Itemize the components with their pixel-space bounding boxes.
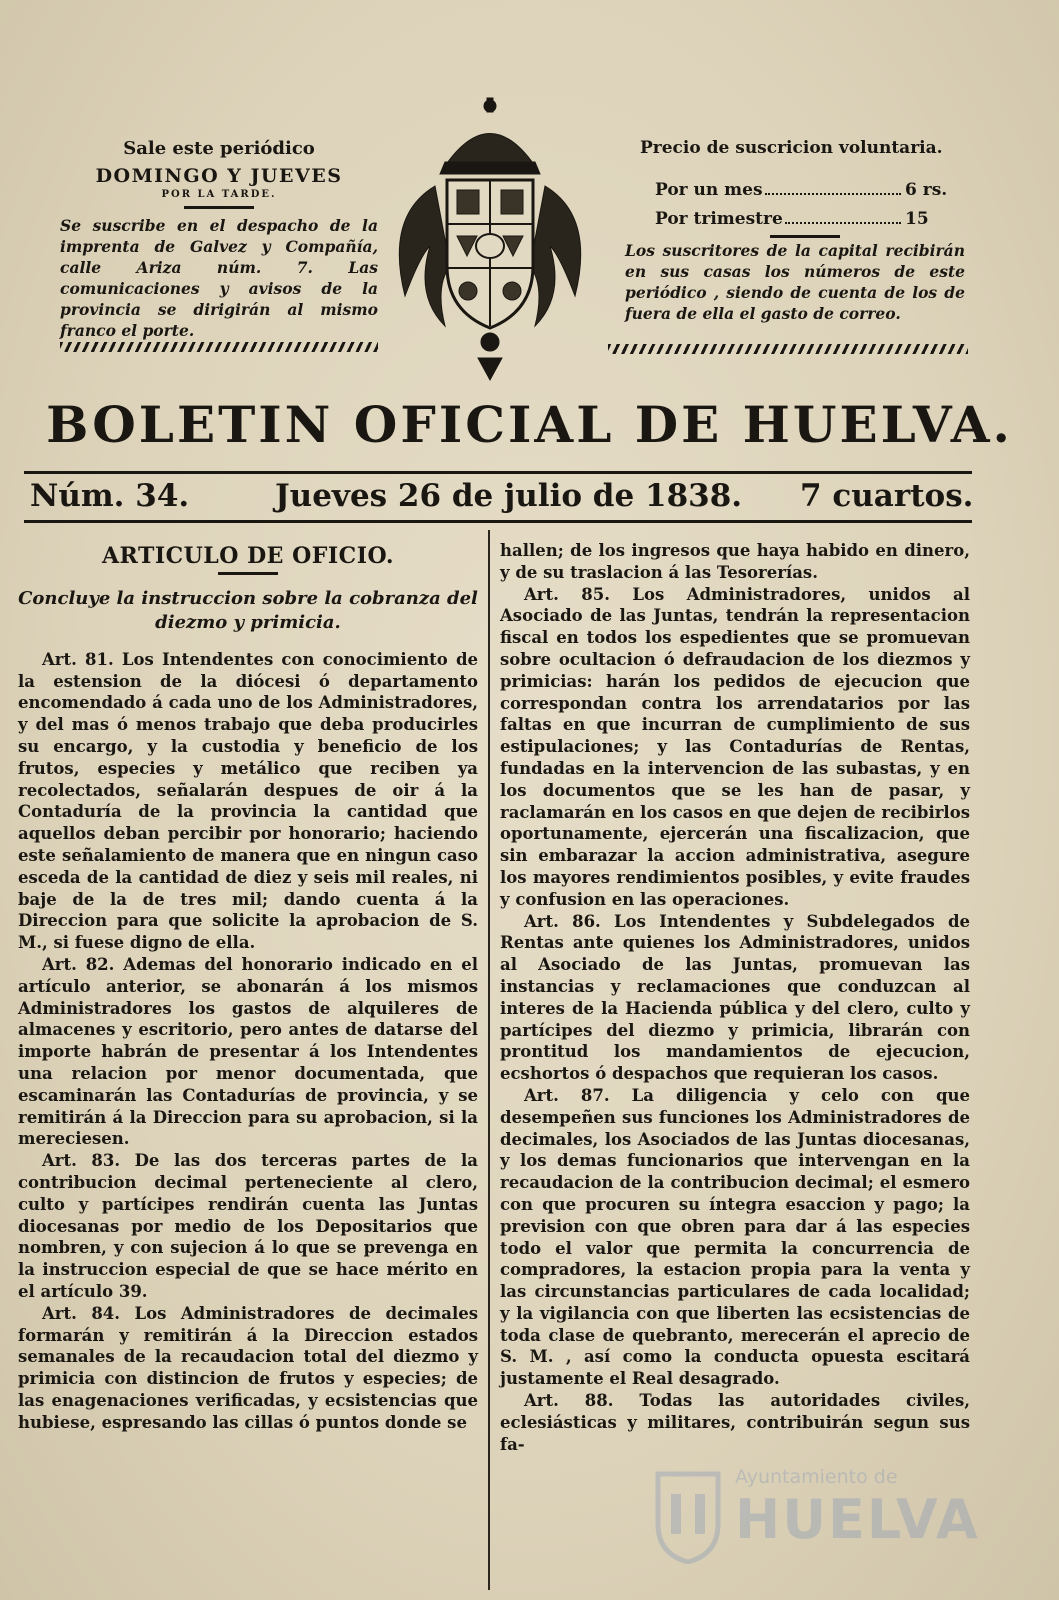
header-left-block <box>60 138 378 341</box>
article-label: Art. 82. <box>42 954 115 974</box>
article-label: Art. 88. <box>524 1391 614 1411</box>
article-paragraph <box>500 584 970 911</box>
watermark-city: HUELVA <box>735 1488 980 1551</box>
publication-schedule-intro: Sale este periódico <box>123 138 315 159</box>
article-paragraph <box>18 649 478 954</box>
article-text: La diligencia y celo con que desempeñen sus funciones los Administradores de decimales, los Asociados de las Juntas diocesanas, y los demas funcionarios que intervengan en la recaudacion de la contribucion decimal; el esmero con que procuren su íntegra esaccion y pago; la prevision con que obren para dar á las especies todo el valor que permita la concurrencia de compradores, la estacion propia para la venta y las circunstancias particulares de cada localidad; y la vigilancia con que liberten las ecsistencias de toda clase de quebranto, merecerán el aprecio de S. M. , así como la conducta opuesta escitará justamente el Real desagrado. <box>500 1085 970 1389</box>
article-subtitle: Concluye la instruccion sobre la cobranza del diezmo y primicia. <box>18 587 478 633</box>
price-row-month <box>625 180 965 200</box>
left-column <box>18 538 478 1433</box>
article-paragraph <box>500 911 970 1085</box>
continued-text: hallen; de los ingresos que haya habido en dinero, y de su traslacion á las Tesorerías. <box>500 541 970 582</box>
article-label: Art. 85. <box>524 584 610 604</box>
article-label: Art. 87. <box>524 1085 610 1105</box>
article-label: Art. 86. <box>524 911 601 931</box>
article-text: Ademas del honorario indicado en el artículo anterior, se abonarán á los mismos Administradores los gastos de alquileres de almacenes y escritorio, pero antes de datarse del importe habrán de presentar á los Intendentes una relacion por menor documentada, que escaminarán las Contadurías de provincia, y se remitirán á la Direccion para su aprobacion, si la mereciesen. <box>18 954 479 1149</box>
divider <box>770 235 840 238</box>
crest-icon <box>375 96 605 382</box>
price-title: Precio de suscricion voluntaria. <box>640 138 943 158</box>
article-paragraph <box>500 1390 970 1455</box>
city-shield-icon <box>653 1464 723 1564</box>
watermark-caption: Ayuntamiento de <box>735 1466 898 1488</box>
article-text: Los Administradores, unidos al Asociado de las Juntas, tendrán la representacion fiscal en todos los espedientes que se promuevan sobre ocultacion ó defraudacion de los diezmos y primicias: harán los pedidos de ejecucion que correspondan contra los arrendatarios por las faltas en que incurran de cumplimiento de sus estipulaciones; y las Contadurías de Rentas, fundadas en la intervencion de las subastas, y en los documentos que se les han de pasar, y raclamarán en los casos en que dejen de recibirlos oportunamente, ejercerán una fiscalizacion, que sin embarazar la accion administrativa, asegure los mayores rendimientos posibles, y evite fraudes y confusion en las operaciones. <box>500 584 970 909</box>
dot-leader <box>785 209 901 224</box>
article-label: Art. 81. <box>42 649 114 669</box>
subscription-note: Se suscribe en el despacho de la imprenta de Galvez y Compañía, calle Ariza núm. 7. Las comunicaciones y avisos de la provincia se dirigirán al mismo franco el porte. <box>60 216 378 340</box>
issue-number: Núm. 34. <box>30 478 190 514</box>
article-paragraph <box>18 1150 478 1303</box>
column-divider <box>488 530 490 1590</box>
price-label: Por un mes <box>655 180 763 200</box>
ornamental-border-left <box>60 342 378 352</box>
article-text: Los Administradores de decimales formarán y remitirán á la Direccion estados semanales de la recaudacion total del diezmo y primicia con distincion de frutos y especies; de las enagenaciones verificadas, y ecsistencias que hubiese, espresando las cillas ó puntos donde se <box>18 1303 479 1432</box>
publication-days: DOMINGO Y JUEVES <box>95 165 343 187</box>
divider <box>184 206 254 209</box>
publication-time: POR LA TARDE. <box>161 189 277 200</box>
section-title: ARTICULO DE OFICIO. <box>101 543 395 569</box>
bottom-rule <box>24 520 972 523</box>
article-label: Art. 83. <box>42 1151 121 1171</box>
price-value: 6 rs. <box>905 180 948 200</box>
price-row-quarter <box>625 209 965 229</box>
price-value: 15 <box>905 209 929 229</box>
article-text: De las dos terceras partes de la contribucion decimal perteneciente al clero, culto y partícipes rendirán cuenta las Juntas diocesanas por medio de los Depositarios que nombren, y con sujecion á lo que se prevenga en la instruccion especial de que se hace mérito en el artículo 39. <box>18 1151 478 1301</box>
right-column <box>500 540 970 1455</box>
ornamental-border-right <box>608 344 968 354</box>
article-text: Los Intendentes con conocimiento de la estension de la diócesi ó departamento encomendado á cada uno de los Administradores, y del mas ó menos trabajo que deba producirles su encargo, y la custodia y beneficio de los frutos, especies y metálico que reciben ya recolectados, señalarán despues de oir á la Contaduría de la provincia la cantidad que aquellos deban percibir por honorario; haciendo este señalamiento de manera que en ningun caso esceda de la cantidad de diez y seis mil reales, ni baje de la de tres mil; dando cuenta á la Direccion para que solicite la aprobacion de S. M., si fuese digno de ella. <box>18 649 479 953</box>
article-text: Todas las autoridades civiles, eclesiásticas y militares, contribuirán segun sus fa- <box>500 1391 971 1454</box>
article-text: Los Intendentes y Subdelegados de Rentas ante quienes los Administradores, unidos al Asociado de las Juntas, promuevan las instancias y reclamaciones que conduzcan al interes de la Hacienda pública y del clero, culto y partícipes del diezmo y primicia, librarán con prontitud los mandamientos de ejecucion, ecshortos ó despachos que requieran los casos. <box>500 911 971 1084</box>
subscriber-note: Los suscritores de la capital recibirán en sus casas los números de este periódico , siendo de cuenta de los de fuera de ella el gasto de correo. <box>625 241 965 323</box>
article-paragraph <box>18 1303 478 1434</box>
dot-leader <box>765 180 901 195</box>
issue-date: Jueves 26 de julio de 1838. <box>275 478 743 514</box>
archive-watermark <box>645 1460 980 1580</box>
header-right-block <box>625 138 965 324</box>
top-rule <box>24 471 972 474</box>
divider <box>218 572 278 575</box>
issue-price: 7 cuartos. <box>800 478 974 514</box>
article-paragraph <box>500 1085 970 1390</box>
article-paragraph <box>18 954 478 1150</box>
issue-dateline <box>30 478 974 516</box>
newspaper-title: BOLETIN OFICIAL DE HUELVA. <box>46 395 1013 454</box>
article-label: Art. 84. <box>42 1303 121 1323</box>
price-label: Por trimestre <box>655 209 783 229</box>
